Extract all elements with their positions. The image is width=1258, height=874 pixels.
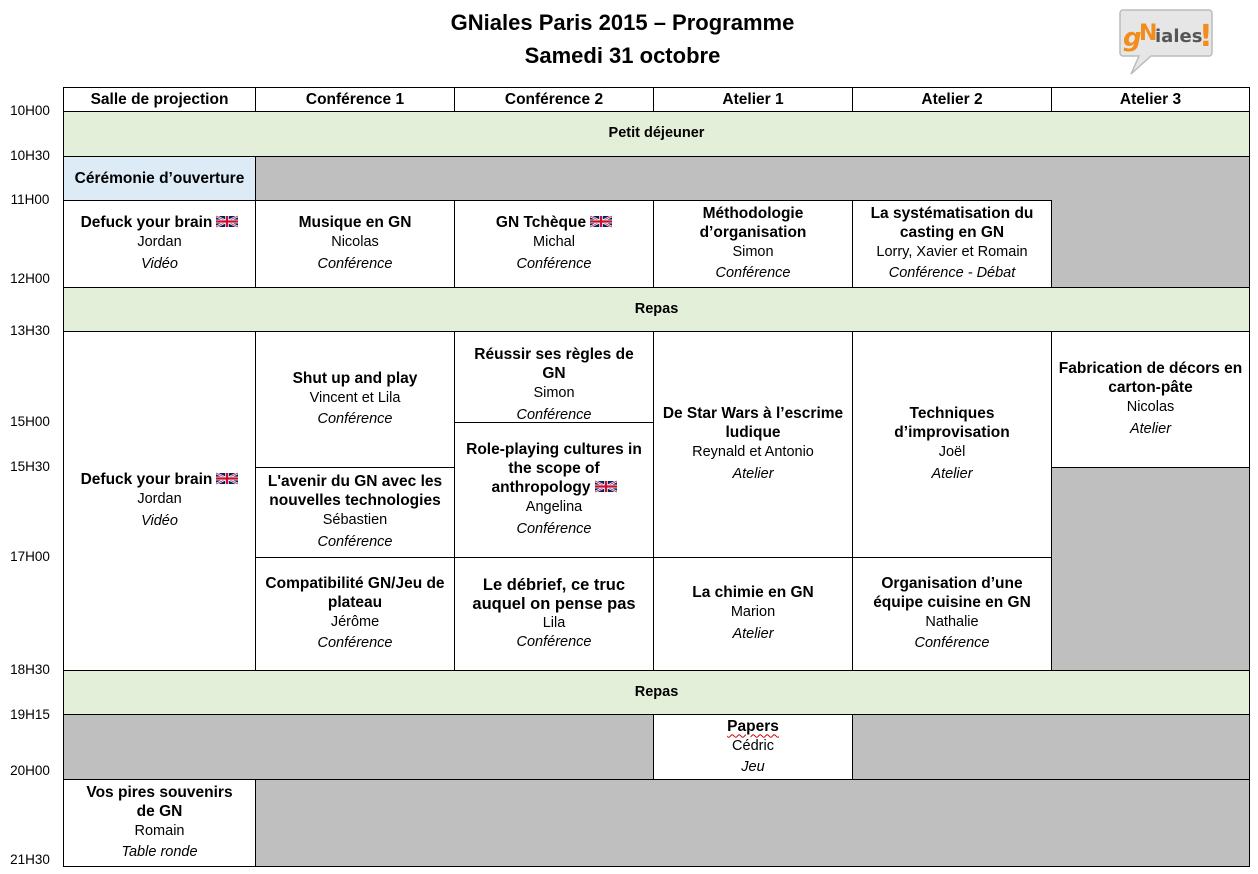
session-speaker: Simon [533, 385, 575, 401]
lunch-label: Repas [634, 300, 679, 317]
session-title: La chimie en GN [692, 584, 814, 601]
session-avenir-du-gn [255, 467, 455, 558]
session-type: Conférence [516, 406, 592, 423]
time-label: 19H15 [10, 707, 50, 722]
session-type: Conférence - Débat [888, 265, 1016, 281]
session-title: Techniques [909, 405, 995, 422]
session-defuck-your-brain-2 [63, 331, 256, 671]
session-le-debrief [454, 557, 654, 671]
session-fabrication-decors [1051, 331, 1250, 468]
session-title: the scope of [508, 460, 600, 477]
session-title: Compatibilité GN/Jeu de [265, 574, 445, 592]
session-title: carton-pâte [1108, 379, 1193, 396]
session-gn-tcheque [454, 200, 654, 288]
empty-slot [852, 714, 1250, 780]
session-title: Fabrication de décors en [1058, 360, 1243, 377]
svg-text:g: g [1123, 23, 1142, 53]
session-speaker: Jordan [137, 491, 182, 507]
session-compatibilite-gn-jeu [255, 557, 455, 671]
session-speaker: Nicolas [1126, 399, 1175, 415]
session-speaker: Sébastien [322, 512, 388, 528]
time-label: 10H00 [10, 103, 50, 118]
dinner-row [63, 670, 1250, 715]
column-header-conference-2: Conférence 2 [454, 87, 654, 112]
session-speaker: Jordan [137, 234, 182, 250]
column-header-atelier-1: Atelier 1 [653, 87, 853, 112]
session-title: Defuck your brain [81, 470, 239, 489]
session-title: auquel on pense pas [472, 595, 636, 613]
empty-slot [1051, 467, 1250, 671]
session-speaker: Romain [134, 822, 185, 839]
session-title: Shut up and play [292, 369, 418, 387]
empty-slot [255, 156, 1250, 201]
session-shut-up-and-play [255, 331, 455, 468]
session-title: Organisation d’une [881, 574, 1023, 592]
time-label: 11H00 [10, 192, 50, 207]
session-type: Atelier [732, 625, 774, 642]
uk-flag-icon [595, 480, 617, 493]
session-title: De Star Wars à l’escrime [662, 405, 844, 422]
session-title: Role-playing cultures in [466, 441, 642, 458]
session-type: Conférence [715, 265, 791, 281]
session-type: Conférence [317, 635, 393, 651]
time-label: 17H00 [10, 549, 50, 564]
dinner-label: Repas [634, 683, 679, 700]
gniales-logo [1117, 6, 1213, 76]
time-label: 15H30 [10, 459, 50, 474]
session-type: Table ronde [121, 844, 198, 860]
session-type: Atelier [732, 465, 774, 482]
session-title: anthropology [491, 478, 616, 497]
session-speaker: Jérôme [330, 613, 380, 630]
uk-flag-icon [216, 472, 238, 485]
uk-flag-icon [590, 215, 612, 228]
time-label: 10H30 [10, 148, 50, 163]
empty-slot [255, 779, 1250, 867]
session-title: Papers [727, 717, 779, 735]
time-label: 21H30 [10, 852, 50, 867]
session-methodologie-organisation [653, 200, 853, 288]
session-title: Le débrief, ce truc [482, 576, 626, 594]
time-label: 12H00 [10, 271, 50, 286]
session-speaker: Cédric [732, 737, 774, 754]
uk-flag-icon [216, 215, 238, 228]
page-subtitle: Samedi 31 octobre [524, 43, 721, 68]
time-label: 18H30 [10, 662, 50, 677]
session-title: Defuck your brain [81, 213, 239, 232]
session-title: L'avenir du GN avec les [267, 473, 443, 490]
page-title: GNiales Paris 2015 – Programme [450, 10, 795, 35]
session-la-chimie-en-gn [653, 557, 853, 671]
svg-text:iales: iales [1155, 26, 1203, 47]
opening-ceremony [63, 156, 256, 201]
session-title: Réussir ses règles de GN [474, 346, 634, 382]
session-systematisation-casting [852, 200, 1052, 288]
session-type: Vidéo [141, 255, 178, 272]
session-speaker: Marion [730, 604, 776, 620]
session-title: Vos pires souvenirs [86, 783, 233, 801]
svg-text:N: N [1139, 21, 1158, 46]
session-title: Cérémonie d’ouverture [74, 170, 245, 187]
lunch-row [63, 287, 1250, 332]
session-techniques-improvisation [852, 331, 1052, 558]
session-reussir-ses-regles [454, 331, 654, 423]
session-defuck-your-brain-1 [63, 200, 256, 288]
svg-text:!: ! [1199, 19, 1213, 54]
session-title: Méthodologie [702, 204, 804, 222]
column-header-salle-projection: Salle de projection [63, 87, 256, 112]
session-title: plateau [327, 593, 383, 611]
session-title: nouvelles technologies [269, 492, 441, 509]
session-speaker: Michal [533, 234, 575, 250]
time-label: 20H00 [10, 763, 50, 778]
session-title: Musique en GN [298, 214, 412, 231]
session-title: GN Tchèque [496, 213, 612, 232]
session-speaker: Lila [542, 615, 566, 631]
session-type: Conférence [516, 634, 592, 650]
session-star-wars-escrime [653, 331, 853, 558]
session-title: ludique [725, 424, 781, 441]
session-type: Jeu [741, 758, 765, 775]
session-type: Atelier [1129, 420, 1172, 437]
session-title: d’organisation [699, 223, 807, 241]
session-vos-pires-souvenirs [63, 779, 256, 867]
session-musique-en-gn [255, 200, 455, 288]
session-title: de GN [136, 802, 183, 820]
time-label: 13H30 [10, 323, 50, 338]
session-speaker: Angelina [525, 499, 583, 515]
session-speaker: Vincent et Lila [309, 389, 401, 406]
session-title: La systématisation du [870, 204, 1034, 222]
column-header-conference-1: Conférence 1 [255, 87, 455, 112]
session-speaker: Lorry, Xavier et Romain [876, 243, 1028, 260]
session-type: Conférence [914, 635, 990, 651]
session-type: Atelier [931, 465, 973, 482]
session-title: casting en GN [899, 223, 1005, 241]
session-title: équipe cuisine en GN [873, 593, 1031, 611]
session-role-playing-cultures [454, 422, 654, 558]
time-label: 15H00 [10, 414, 50, 429]
session-title: d’improvisation [894, 424, 1010, 441]
session-type: Vidéo [141, 512, 178, 529]
session-speaker: Simon [732, 243, 774, 260]
session-speaker: Nicolas [331, 234, 379, 250]
column-header-atelier-2: Atelier 2 [852, 87, 1052, 112]
session-organisation-equipe-cuisine [852, 557, 1052, 671]
empty-slot [1051, 200, 1250, 288]
breakfast-row [63, 111, 1250, 157]
session-type: Conférence [317, 411, 393, 427]
session-type: Conférence [516, 255, 592, 272]
breakfast-label: Petit déjeuner [608, 125, 705, 142]
session-type: Conférence [317, 255, 393, 272]
empty-slot [63, 714, 654, 780]
session-papers [653, 714, 853, 780]
column-header-atelier-3: Atelier 3 [1051, 87, 1250, 112]
session-speaker: Nathalie [925, 613, 979, 630]
session-speaker: Joël [938, 444, 966, 460]
session-type: Conférence [516, 520, 592, 537]
session-speaker: Reynald et Antonio [692, 444, 814, 460]
session-type: Conférence [317, 533, 393, 550]
